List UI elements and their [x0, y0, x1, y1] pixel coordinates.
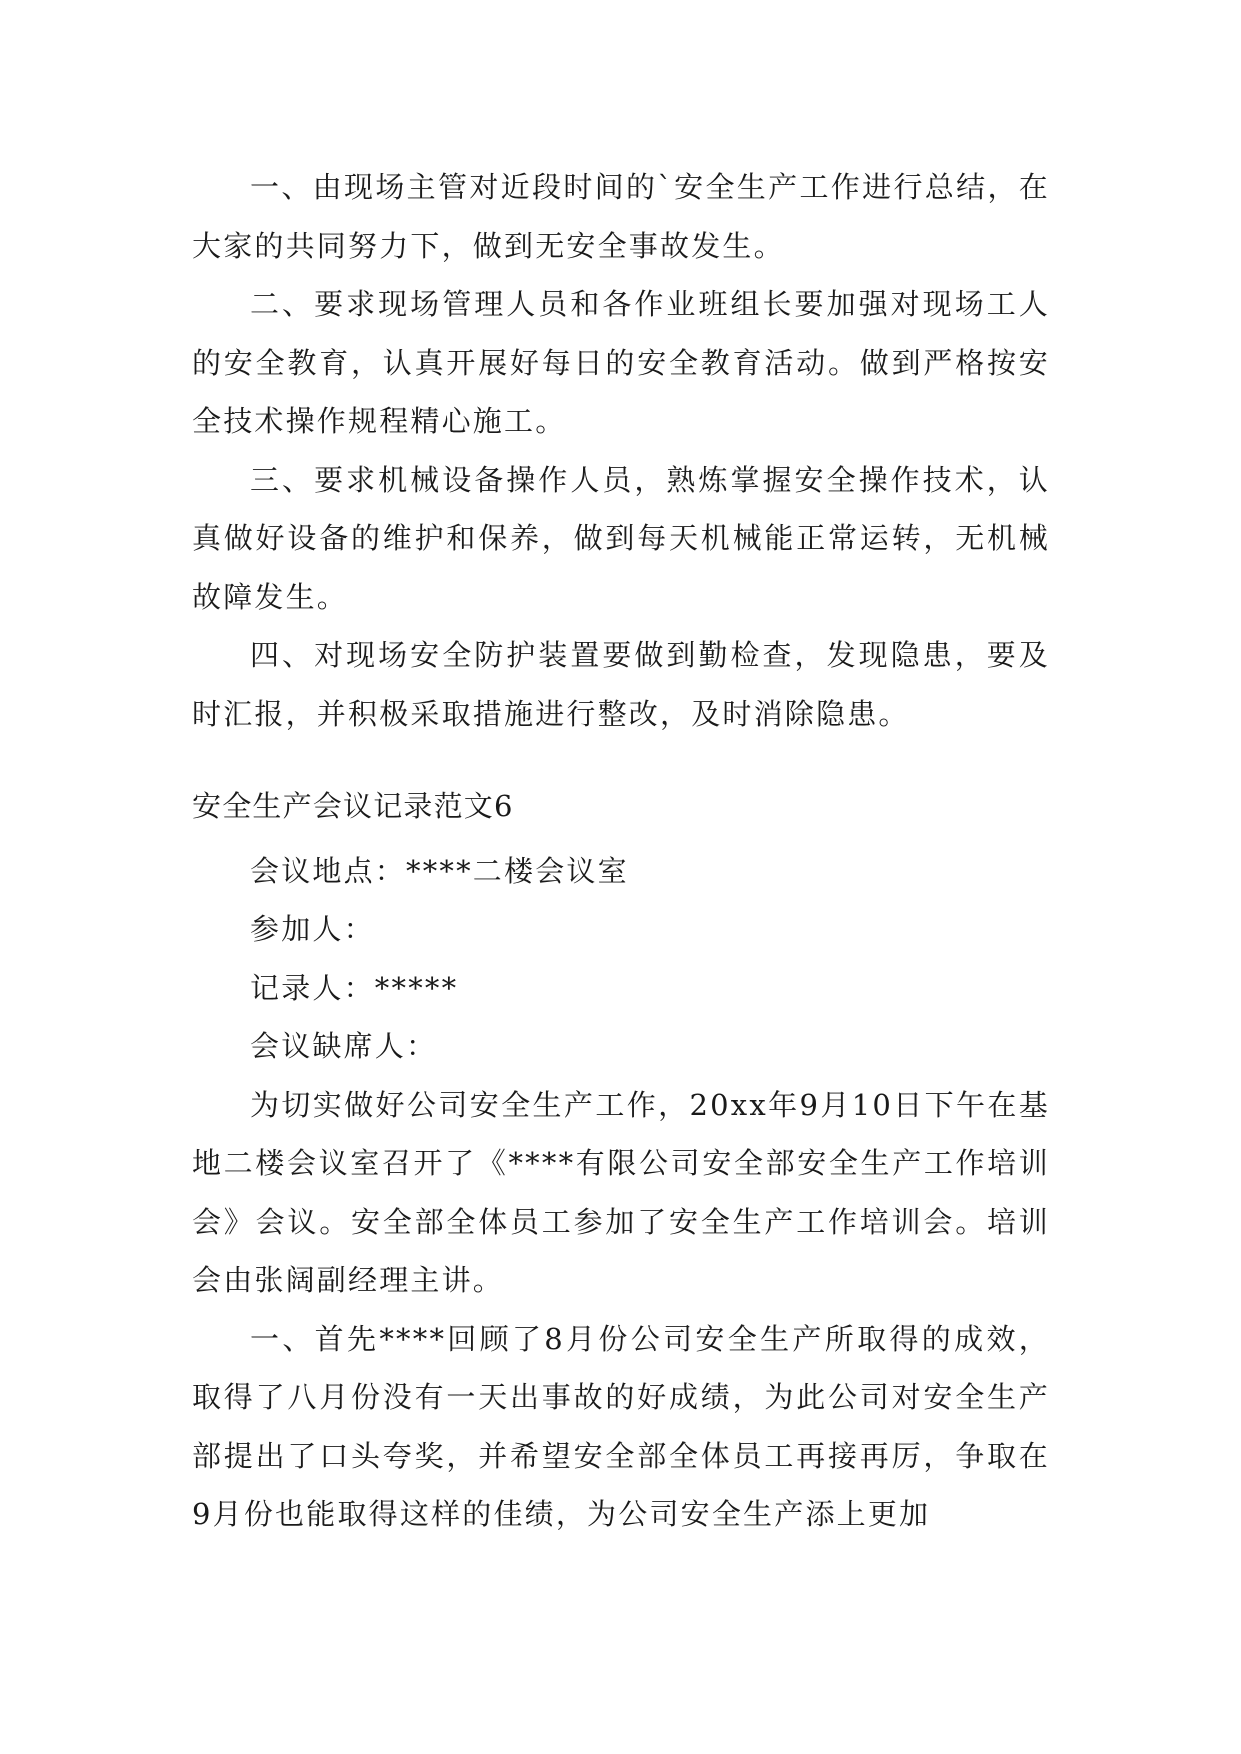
- paragraph-item-3: 三、要求机械设备操作人员，熟炼掌握安全操作技术，认真做好设备的维护和保养，做到每天机械能正常运转，无机械故障发生。: [192, 462, 1050, 614]
- meeting-intro-paragraph: 为切实做好公司安全生产工作，20xx年9月10日下午在基地二楼会议室召开了《****有限公司安全部安全生产工作培训会》会议。安全部全体员工参加了安全生产工作培训会。培训会由张阔副经理主讲。: [192, 1087, 1050, 1297]
- meeting-location: 会议地点：****二楼会议室: [250, 853, 629, 888]
- section-title: 安全生产会议记录范文6: [192, 789, 514, 823]
- meeting-attendees: 参加人：: [250, 912, 375, 946]
- meeting-point-1: 一、首先****回顾了8月份公司安全生产所取得的成效，取得了八月份没有一天出事故的好成绩，为此公司对安全生产部提出了口头夸奖，并希望安全部全体员工再接再厉，争取在9月份也能取得这样的佳绩，为公司安全生产添上更加: [192, 1321, 1050, 1531]
- paragraph-item-1: 一、由现场主管对近段时间的`安全生产工作进行总结，在大家的共同努力下，做到无安全事故发生。: [192, 170, 1050, 263]
- meeting-absentees: 会议缺席人：: [250, 1029, 438, 1063]
- document-page: [192, 158, 1050, 1544]
- paragraph-item-4: 四、对现场安全防护装置要做到勤检查，发现隐患，要及时汇报，并积极采取措施进行整改，及时消除隐患。: [192, 638, 1050, 731]
- paragraph-item-2: 二、要求现场管理人员和各作业班组长要加强对现场工人的安全教育，认真开展好每日的安全教育活动。做到严格按安全技术操作规程精心施工。: [192, 287, 1050, 438]
- meeting-recorder: 记录人：*****: [250, 970, 459, 1005]
